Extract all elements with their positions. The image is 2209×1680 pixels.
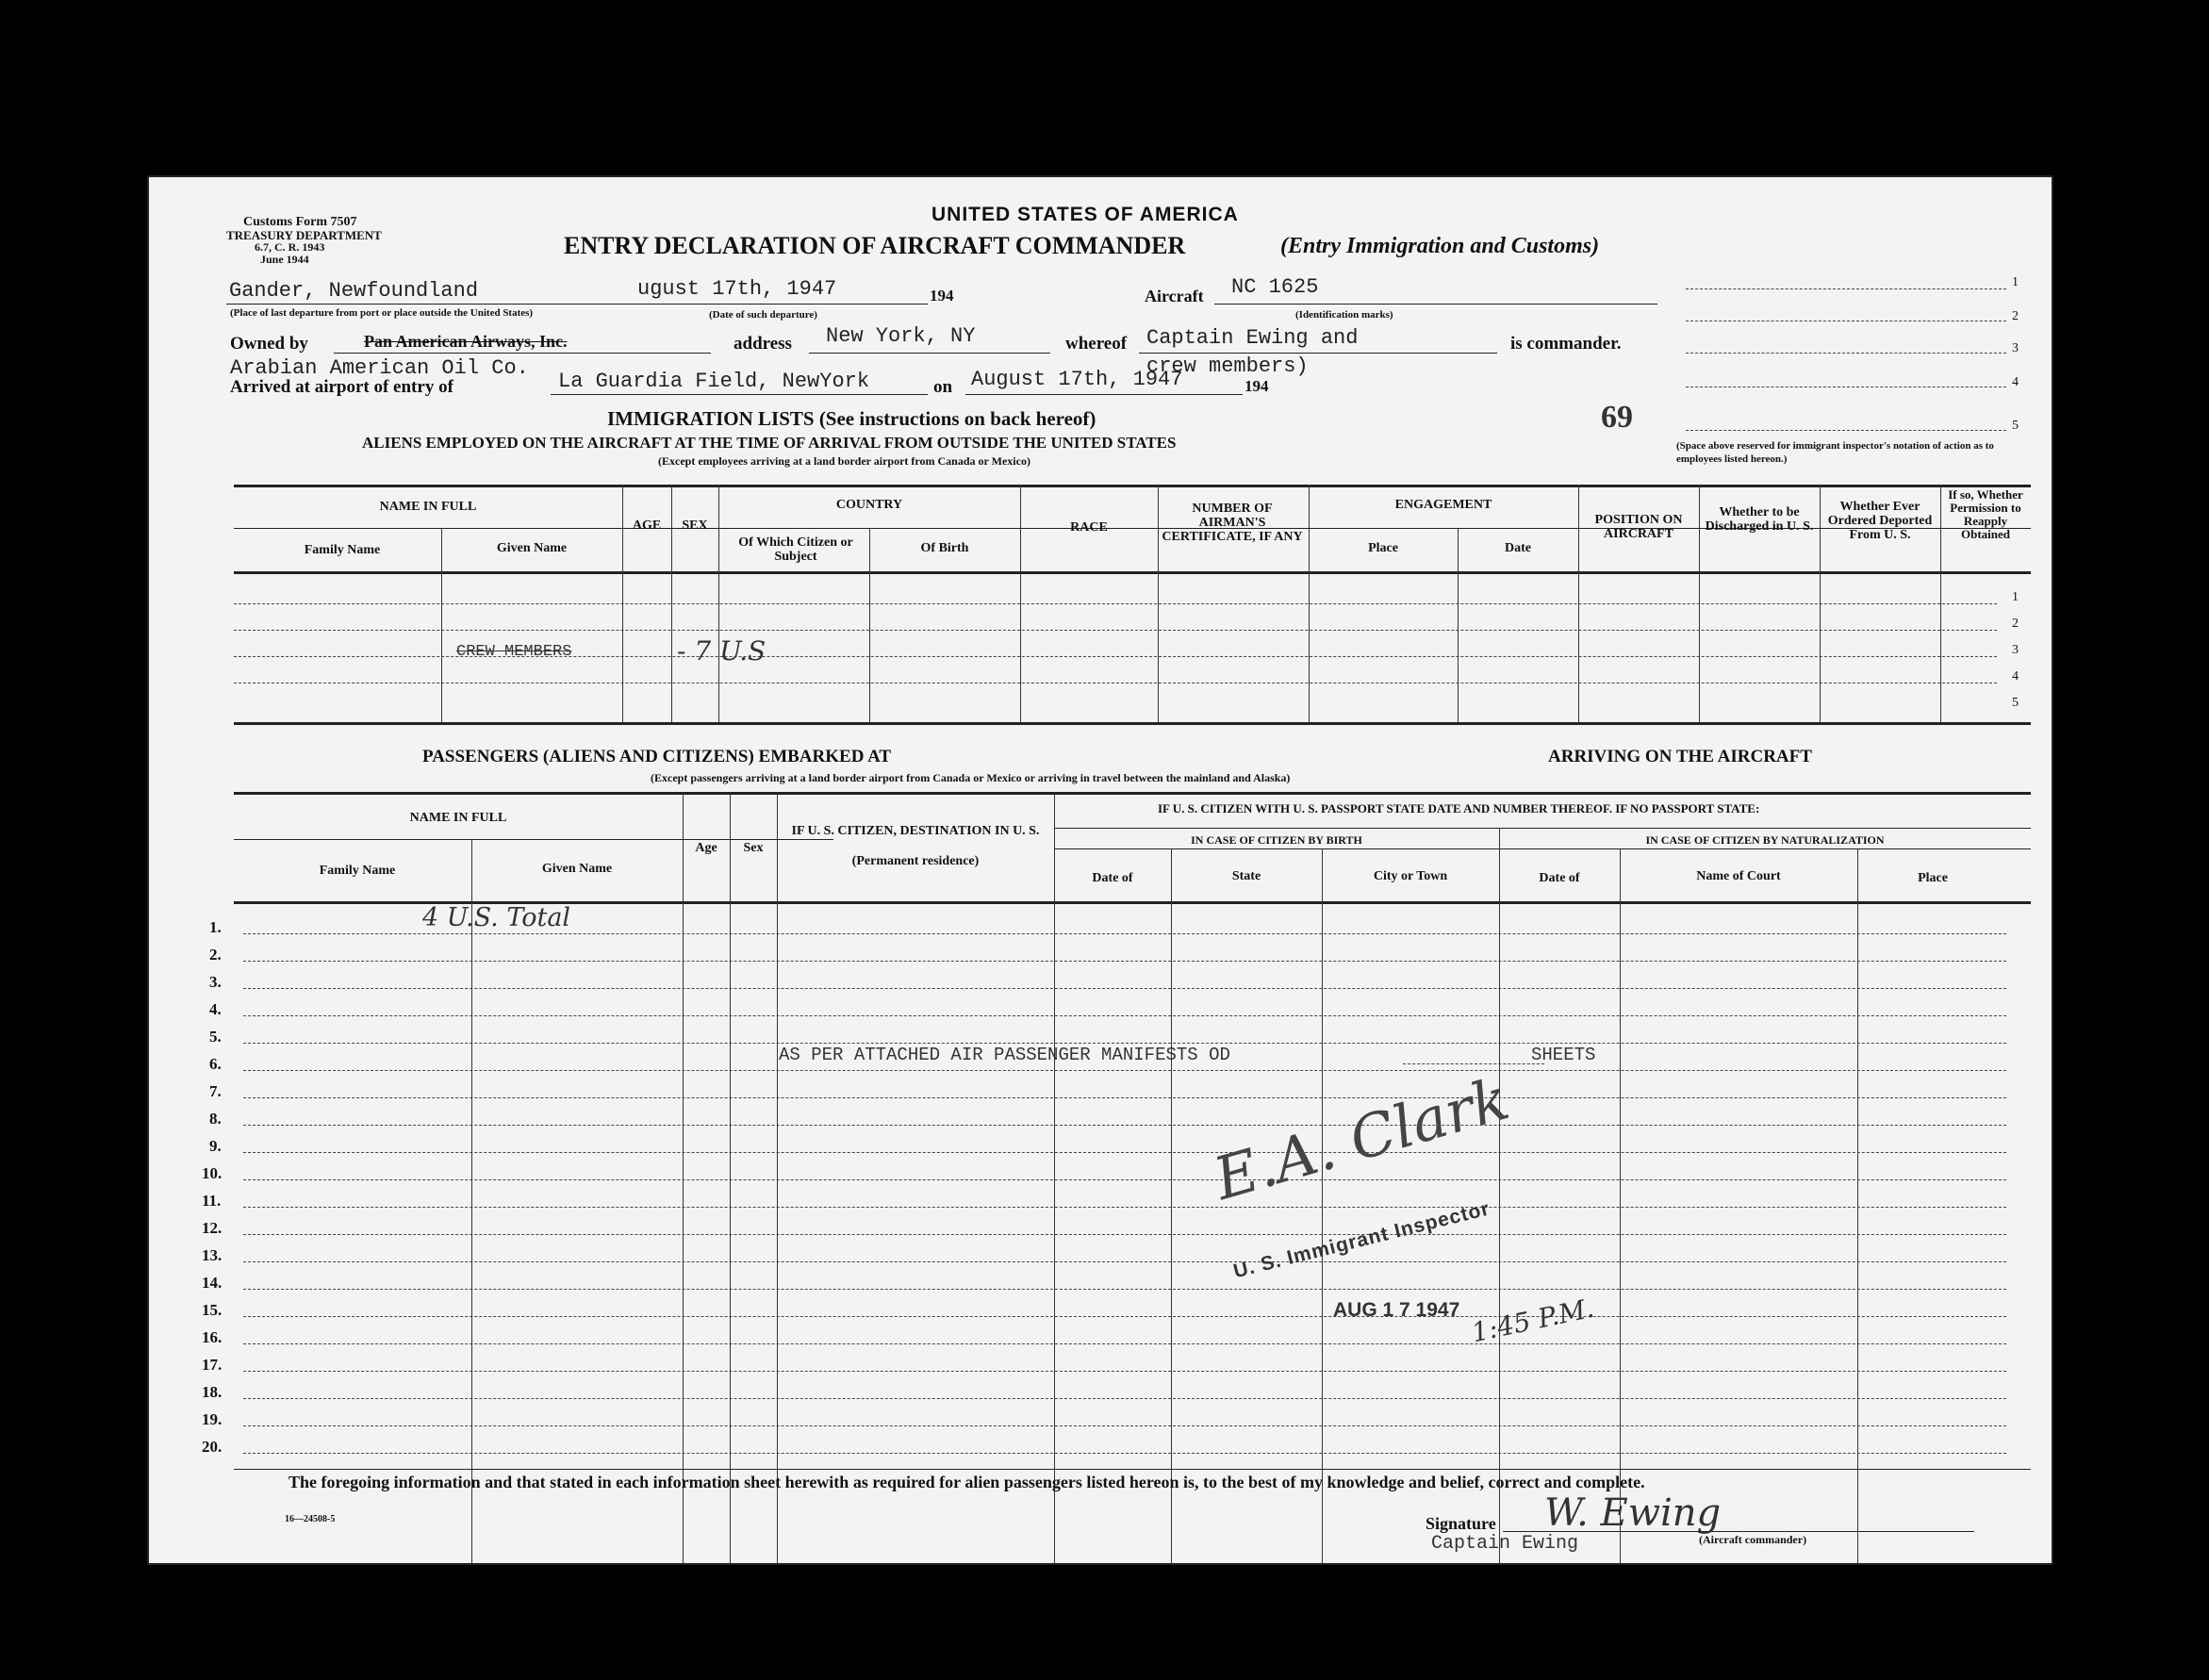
pcol-court: Name of Court bbox=[1696, 869, 1781, 883]
col-given-name: Given Name bbox=[496, 541, 568, 555]
col-discharged: Whether to be Discharged in U. S. bbox=[1705, 505, 1814, 534]
passengers-title-right: ARRIVING ON THE AIRCRAFT bbox=[1548, 747, 1812, 766]
pcol-passport: IF U. S. CITIZEN WITH U. S. PASSPORT STATE DATE AND NUMBER THEREOF. IF NO PASSPORT STATE: bbox=[1158, 801, 1760, 815]
aircraft-caption: (Identification marks) bbox=[1295, 309, 1393, 321]
departure-date-caption: (Date of such departure) bbox=[709, 309, 817, 321]
margin-number-2: 2 bbox=[2012, 309, 2019, 323]
passenger-row-number-3: 3. bbox=[209, 973, 222, 991]
regulation: 6.7, C. R. 1943 bbox=[255, 240, 325, 254]
departure-place-caption: (Place of last departure from port or place outside the United States) bbox=[230, 307, 534, 319]
passenger-row-number-17: 17. bbox=[202, 1356, 223, 1374]
margin-note: (Space above reserved for immigrant inspector's notation of action as to employees listed hereon.) bbox=[1676, 440, 1994, 465]
alien-row-number-2: 2 bbox=[2012, 617, 2019, 631]
address: New York, NY bbox=[826, 324, 976, 348]
pcol-given-name: Given Name bbox=[541, 862, 613, 876]
commander-name-continued: crew members) bbox=[1146, 354, 1309, 378]
col-position: POSITION ON AIRCRAFT bbox=[1594, 513, 1683, 541]
page-number: 69 bbox=[1601, 400, 1633, 435]
pcol-family-name: Family Name bbox=[319, 864, 396, 878]
aircraft-label: Aircraft bbox=[1145, 287, 1204, 305]
commander-signature: W. Ewing bbox=[1544, 1491, 1722, 1535]
passengers-note: (Except passengers arriving at a land border airport from Canada or Mexico or arriving in travel between the mainland and Alaska) bbox=[651, 771, 1291, 784]
passenger-row-number-9: 9. bbox=[209, 1137, 222, 1155]
passenger-row-number-7: 7. bbox=[209, 1082, 222, 1100]
is-commander-label: is commander. bbox=[1510, 334, 1622, 354]
pcol-city: City or Town bbox=[1373, 869, 1448, 883]
commander-name: Captain Ewing and bbox=[1146, 326, 1359, 350]
alien-row-number-5: 5 bbox=[2012, 696, 2019, 710]
col-certificate: NUMBER OF AIRMAN'S CERTIFICATE, IF ANY bbox=[1162, 502, 1303, 544]
pcol-by-naturalization: IN CASE OF CITIZEN BY NATURALIZATION bbox=[1645, 833, 1885, 847]
manifest-sheets: SHEETS bbox=[1531, 1045, 1596, 1065]
immigration-subtitle: ALIENS EMPLOYED ON THE AIRCRAFT AT THE TIME OF ARRIVAL FROM OUTSIDE THE UNITED STATES bbox=[362, 434, 1177, 452]
col-name-in-full: NAME IN FULL bbox=[379, 500, 477, 514]
signature-label: Signature bbox=[1426, 1514, 1496, 1533]
passenger-row-number-12: 12. bbox=[202, 1219, 223, 1237]
owner-actual: Arabian American Oil Co. bbox=[230, 356, 529, 380]
passenger-row-number-6: 6. bbox=[209, 1055, 222, 1073]
pcol-destination-note: (Permanent residence) bbox=[851, 854, 980, 868]
arrived-label: Arrived at airport of entry of bbox=[230, 377, 453, 397]
departure-date: ugust 17th, 1947 bbox=[637, 277, 837, 301]
form-title: ENTRY DECLARATION OF AIRCRAFT COMMANDER bbox=[564, 232, 1186, 259]
address-label: address bbox=[734, 334, 792, 354]
inspector-stamp-time: 1:45 P.M. bbox=[1469, 1292, 1597, 1349]
passenger-row-number-2: 2. bbox=[209, 946, 222, 964]
pcol-state: State bbox=[1231, 869, 1261, 883]
alien-row-number-4: 4 bbox=[2012, 669, 2019, 684]
owned-by-label: Owned by bbox=[230, 334, 308, 354]
passenger-row-number-18: 18. bbox=[202, 1383, 223, 1401]
owner-struck: Pan American Airways, Inc. bbox=[364, 332, 568, 351]
declaration-statement: The foregoing information and that stated in each information sheet herewith as required for alien passengers listed hereon is, to the best of my knowledge and belief, correct and complete. bbox=[288, 1473, 1645, 1491]
department: TREASURY DEPARTMENT bbox=[226, 228, 382, 242]
inspector-stamp-title: U. S. Immigrant Inspector bbox=[1231, 1197, 1492, 1283]
alien-row-number-1: 1 bbox=[2012, 590, 2019, 604]
col-reapply: If so, Whether Permission to Reapply Obtained bbox=[1948, 487, 2023, 541]
print-code: 16—24508-5 bbox=[285, 1514, 336, 1524]
col-engagement-date: Date bbox=[1505, 541, 1531, 555]
passenger-row-number-13: 13. bbox=[202, 1246, 223, 1264]
year-suffix-2: 194 bbox=[1245, 377, 1269, 395]
year-suffix: 194 bbox=[930, 287, 954, 305]
departure-place: Gander, Newfoundland bbox=[229, 279, 479, 303]
col-family-name: Family Name bbox=[304, 543, 381, 557]
col-race: RACE bbox=[1070, 520, 1108, 535]
passenger-row-number-19: 19. bbox=[202, 1410, 223, 1428]
form-number: Customs Form 7507 bbox=[243, 215, 357, 229]
aircraft-id: NC 1625 bbox=[1231, 275, 1319, 299]
col-engagement-place: Place bbox=[1368, 541, 1398, 555]
on-label: on bbox=[933, 377, 953, 397]
col-country: COUNTRY bbox=[835, 498, 903, 512]
passenger-row-number-15: 15. bbox=[202, 1301, 223, 1319]
alien-row-number-3: 3 bbox=[2012, 643, 2019, 657]
col-deported: Whether Ever Ordered Deported From U. S. bbox=[1827, 500, 1933, 542]
pcol-age: Age bbox=[695, 841, 717, 855]
col-engagement: ENGAGEMENT bbox=[1394, 498, 1492, 512]
whereof-label: whereof bbox=[1065, 334, 1128, 354]
margin-number-1: 1 bbox=[2012, 275, 2019, 289]
arrival-airport: La Guardia Field, NewYork bbox=[558, 370, 870, 393]
margin-number-3: 3 bbox=[2012, 341, 2019, 355]
margin-number-4: 4 bbox=[2012, 375, 2019, 389]
passenger-row-number-8: 8. bbox=[209, 1110, 222, 1128]
pcol-sex: Sex bbox=[743, 841, 764, 855]
col-age: AGE bbox=[632, 519, 662, 533]
crew-note: - 7 U.S bbox=[677, 635, 767, 667]
declaration-form bbox=[149, 177, 2052, 1563]
passenger-row-number-14: 14. bbox=[202, 1274, 223, 1292]
form-subtitle: (Entry Immigration and Customs) bbox=[1280, 234, 1600, 258]
signature-caption: (Aircraft commander) bbox=[1699, 1533, 1807, 1546]
col-birth: Of Birth bbox=[920, 541, 969, 555]
crew-entry: CREW MEMBERS bbox=[456, 643, 572, 661]
passenger-row-number-16: 16. bbox=[202, 1328, 223, 1346]
pcol-destination: IF U. S. CITIZEN, DESTINATION IN U. S. bbox=[791, 824, 1040, 838]
col-sex: SEX bbox=[682, 519, 708, 533]
passenger-row-number-1: 1. bbox=[209, 918, 222, 936]
pcol-birth-date: Date of bbox=[1092, 871, 1133, 885]
inspector-signature: E.A. Clark bbox=[1206, 1063, 1517, 1213]
arrival-date: August 17th, 1947 bbox=[971, 368, 1183, 391]
passenger-row-1-entry: 4 U.S. Total bbox=[422, 903, 571, 932]
form-date: June 1944 bbox=[260, 253, 309, 266]
manifest-text: AS PER ATTACHED AIR PASSENGER MANIFESTS OD bbox=[779, 1045, 1230, 1065]
country-heading: UNITED STATES OF AMERICA bbox=[931, 204, 1239, 225]
pcol-naturalization-date: Date of bbox=[1539, 871, 1580, 885]
immigration-title: IMMIGRATION LISTS (See instructions on back hereof) bbox=[607, 407, 1096, 430]
immigration-note: (Except employees arriving at a land border airport from Canada or Mexico) bbox=[658, 454, 1030, 468]
col-citizen-of: Of Which Citizen or Subject bbox=[738, 535, 853, 564]
passengers-title-left: PASSENGERS (ALIENS AND CITIZENS) EMBARKED AT bbox=[422, 747, 892, 766]
pcol-name-in-full: NAME IN FULL bbox=[409, 811, 507, 825]
pcol-by-birth: IN CASE OF CITIZEN BY BIRTH bbox=[1191, 833, 1362, 847]
passenger-row-number-20: 20. bbox=[202, 1438, 223, 1456]
passenger-row-number-11: 11. bbox=[202, 1192, 222, 1210]
passenger-row-number-5: 5. bbox=[209, 1028, 222, 1046]
passenger-row-number-10: 10. bbox=[202, 1164, 223, 1182]
pcol-place: Place bbox=[1918, 871, 1948, 885]
commander-typed-name: Captain Ewing bbox=[1431, 1533, 1579, 1555]
inspector-stamp-date: AUG 1 7 1947 bbox=[1333, 1299, 1460, 1321]
passenger-row-number-4: 4. bbox=[209, 1000, 222, 1018]
margin-number-5: 5 bbox=[2012, 419, 2019, 433]
